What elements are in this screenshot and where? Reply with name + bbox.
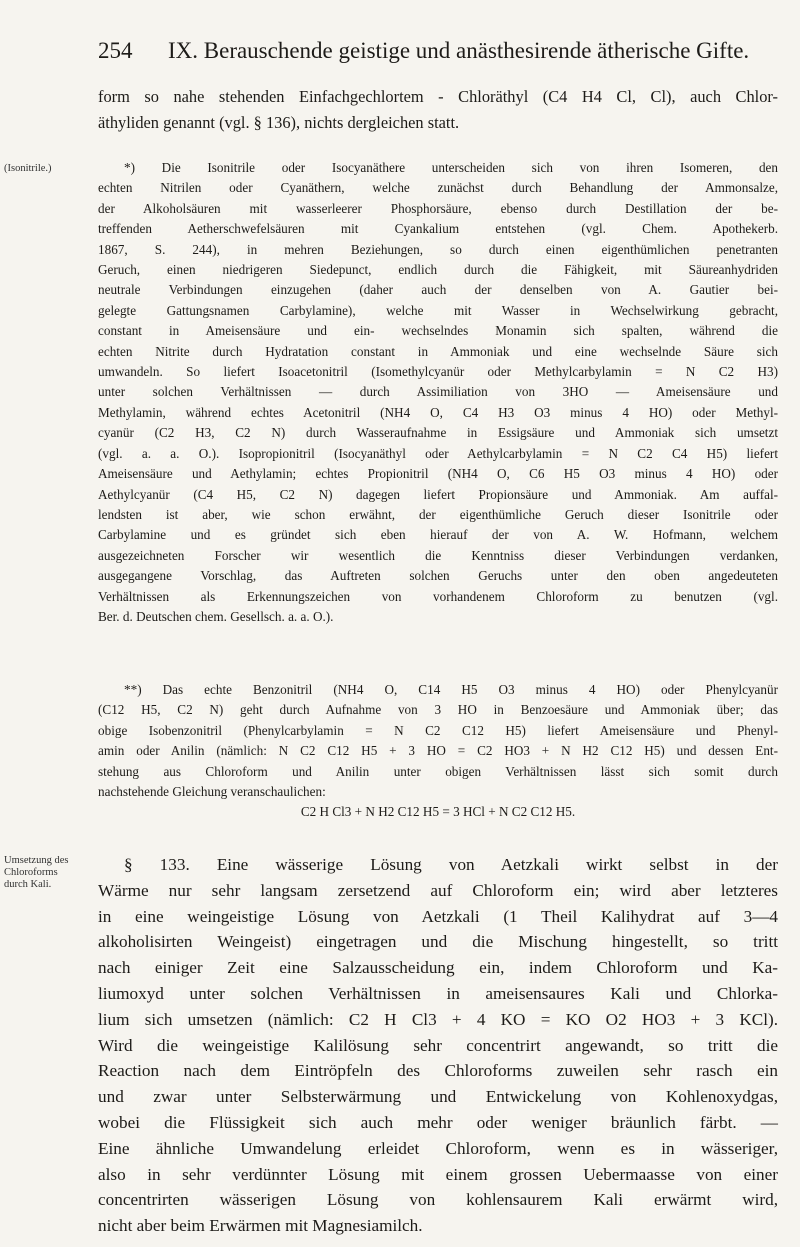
footnote-line: Ber. d. Deutschen chem. Gesellsch. a. a. O.).	[98, 608, 334, 624]
body-line: liumoxyd unter solchen Verhältnissen in ameisensaures Kali und Chlorka-	[98, 983, 778, 1003]
footnote-line: (vgl. a. a. O.). Isopropionitril (Isocyanäthyl oder Aethylcarbylamin = N C2 C4 H5) liefert	[98, 445, 778, 461]
body-line: Eine ähnliche Umwandelung erleidet Chloroform, wenn es in wässeriger,	[98, 1138, 778, 1158]
body-line: alkoholisirten Weingeist) eingetragen und die Mischung hingestellt, so tritt	[98, 932, 778, 952]
body-line: Wärme nur sehr langsam zersetzend auf Chloroform ein; wird aber letzteres	[98, 880, 778, 900]
running-title: IX. Berauschende geistige und anästhesirende ätherische Gifte.	[168, 38, 750, 63]
margin-note-umsetzung: Umsetzung des Chloroforms durch Kali.	[4, 855, 69, 890]
footnote-line: Carbylamine und es gründet sich eben hierauf der von A. W. Hofmann, welchem	[98, 527, 778, 543]
footnote-benzonitril	[98, 680, 778, 823]
footnote-line: Aethylcyanür (C4 H5, C2 N) dagegen liefert Propionsäure und Ammoniak. Am auffal-	[98, 486, 778, 502]
footnote-line: lendsten ist aber, wie schon erwähnt, der eigenthümliche Geruch dieser Isonitrile oder	[98, 506, 778, 522]
body-line: lium sich umsetzen (nämlich: C2 H Cl3 + 4 KO = KO O2 HO3 + 3 KCl).	[98, 1009, 778, 1029]
footnote-line: Ameisensäure und Aethylamin; echtes Propionitril (NH4 O, C6 H5 O3 minus 4 HO) oder	[98, 466, 778, 482]
intro-paragraph	[98, 84, 778, 136]
text-line: form so nahe stehenden Einfachgechlortem - Chloräthyl (C4 H4 Cl, Cl), auch Chlor-	[98, 87, 778, 106]
margin-note-isonitrile: (Isonitrile.)	[4, 163, 52, 174]
body-line: nach einiger Zeit eine Salzausscheidung ein, indem Chloroform und Ka-	[98, 958, 778, 978]
footnote-isonitrile	[98, 158, 778, 627]
body-line: § 133. Eine wässerige Lösung von Aetzkali wirkt selbst in der	[124, 855, 778, 874]
body-line: Reaction nach dem Eintröpfeln des Chloroforms zuweilen sehr rasch ein	[98, 1061, 778, 1081]
footnote-line: *) Die Isonitrile oder Isocyanäthere unterscheiden sich von ihren Isomeren, den	[124, 160, 778, 175]
footnote-line: ausgezeichneten Forscher wir wesentlich die Kenntniss dieser Verbindungen verdanken,	[98, 547, 778, 563]
footnote-line: echten Nitrilen oder Cyanäthern, welche zunächst durch Behandlung der Ammonsalze,	[98, 180, 778, 196]
body-line: also in sehr verdünnter Lösung mit einem grossen Uebermaasse von einer	[98, 1164, 778, 1184]
page-number: 254	[98, 38, 133, 63]
footnote-line: amin oder Anilin (nämlich: N C2 C12 H5 + 3 HO = C2 HO3 + N H2 C12 H5) und dessen Ent-	[98, 743, 778, 759]
footnote-line: Geruch, einen niedrigeren Siedepunct, endlich durch die Fähigkeit, mit Säureanhydriden	[98, 262, 778, 278]
footnote-line: **) Das echte Benzonitril (NH4 O, C14 H5 O3 minus 4 HO) oder Phenylcyanür	[124, 682, 778, 697]
footnote-line: stehung aus Chloroform und Anilin unter obigen Verhältnissen lässt sich somit durch	[98, 763, 778, 779]
footnote-line: unter solchen Verhältnissen — durch Assimiliation von 3HO — Ameisensäure und	[98, 384, 778, 400]
footnote-line: ausgegangene Vorschlag, das Auftreten solchen Geruchs unter den oben angedeuteten	[98, 568, 778, 584]
footnote-line: der Alkoholsäuren mit wasserleerer Phosphorsäure, ebenso durch Destillation der be-	[98, 200, 778, 216]
body-line: nicht aber beim Erwärmen mit Magnesiamilch.	[98, 1216, 423, 1236]
text-line: äthyliden genannt (vgl. § 136), nichts dergleichen statt.	[98, 113, 460, 132]
footnote-line: Methylamin, während echtes Acetonitril (NH4 O, C4 H3 O3 minus 4 HO) oder Methyl-	[98, 404, 778, 420]
footnote-line: 1867, S. 244), in mehren Beziehungen, so durch einen eigenthümlichen penetranten	[98, 241, 778, 257]
footnote-line: nachstehende Gleichung veranschaulichen:	[98, 784, 326, 800]
footnote-line: umwandeln. So liefert Isoacetonitril (Isomethylcyanür oder Methylcarbylamin = N C2 H3)	[98, 364, 778, 380]
footnote-line: Verhältnissen als Erkennungszeichen von vorhandenem Chloroform zu benutzen (vgl.	[98, 588, 778, 604]
footnote-line: (C12 H5, C2 N) geht durch Aufnahme von 3 HO in Benzoesäure und Ammoniak über; das	[98, 702, 778, 718]
body-line: und zwar unter Selbsterwärmung und Entwickelung von Kohlenoxydgas,	[98, 1087, 778, 1107]
footnote-line: cyanür (C2 H3, C2 N) durch Wasseraufnahme in Essigsäure und Ammoniak sich umsetzt	[98, 425, 778, 441]
body-line: Wird die weingeistige Kalilösung sehr concentrirt angewandt, so tritt die	[98, 1035, 778, 1055]
footnote-line: neutrale Verbindungen einzugehen (daher auch der denselben von A. Gautier bei-	[98, 282, 778, 298]
running-header	[98, 38, 750, 68]
footnote-line: gelegte Gattungsnamen Carbylamine), welche mit Wasser in Wechselwirkung gebracht,	[98, 302, 778, 318]
footnote-line: constant in Ameisensäure und ein- wechselndes Monamin sich spalten, während die	[98, 323, 778, 339]
body-line: in eine weingeistige Lösung von Aetzkali (1 Theil Kalihydrat auf 3—4	[98, 906, 778, 926]
footnote-line: obige Isobenzonitril (Phenylcarbylamin = N C2 C12 H5) liefert Ameisensäure und Phenyl-	[98, 722, 778, 738]
body-line: concentrirten wässerigen Lösung von kohlensaurem Kali erwärmt wird,	[98, 1190, 778, 1210]
footnote-line: treffenden Aetherschwefelsäuren mit Cyankalium entstehen (vgl. Chem. Apothekerb.	[98, 221, 778, 237]
footnote-line: echten Nitrite durch Hydratation constant in Ammoniak und eine wechselnde Säure sich	[98, 343, 778, 359]
body-line: wobei die Flüssigkeit sich auch mehr oder weniger bräunlich färbt. —	[98, 1112, 778, 1132]
chemical-equation: C2 H Cl3 + N H2 C12 H5 = 3 HCl + N C2 C12 H5.	[300, 804, 576, 820]
section-133-paragraph	[98, 852, 778, 1239]
